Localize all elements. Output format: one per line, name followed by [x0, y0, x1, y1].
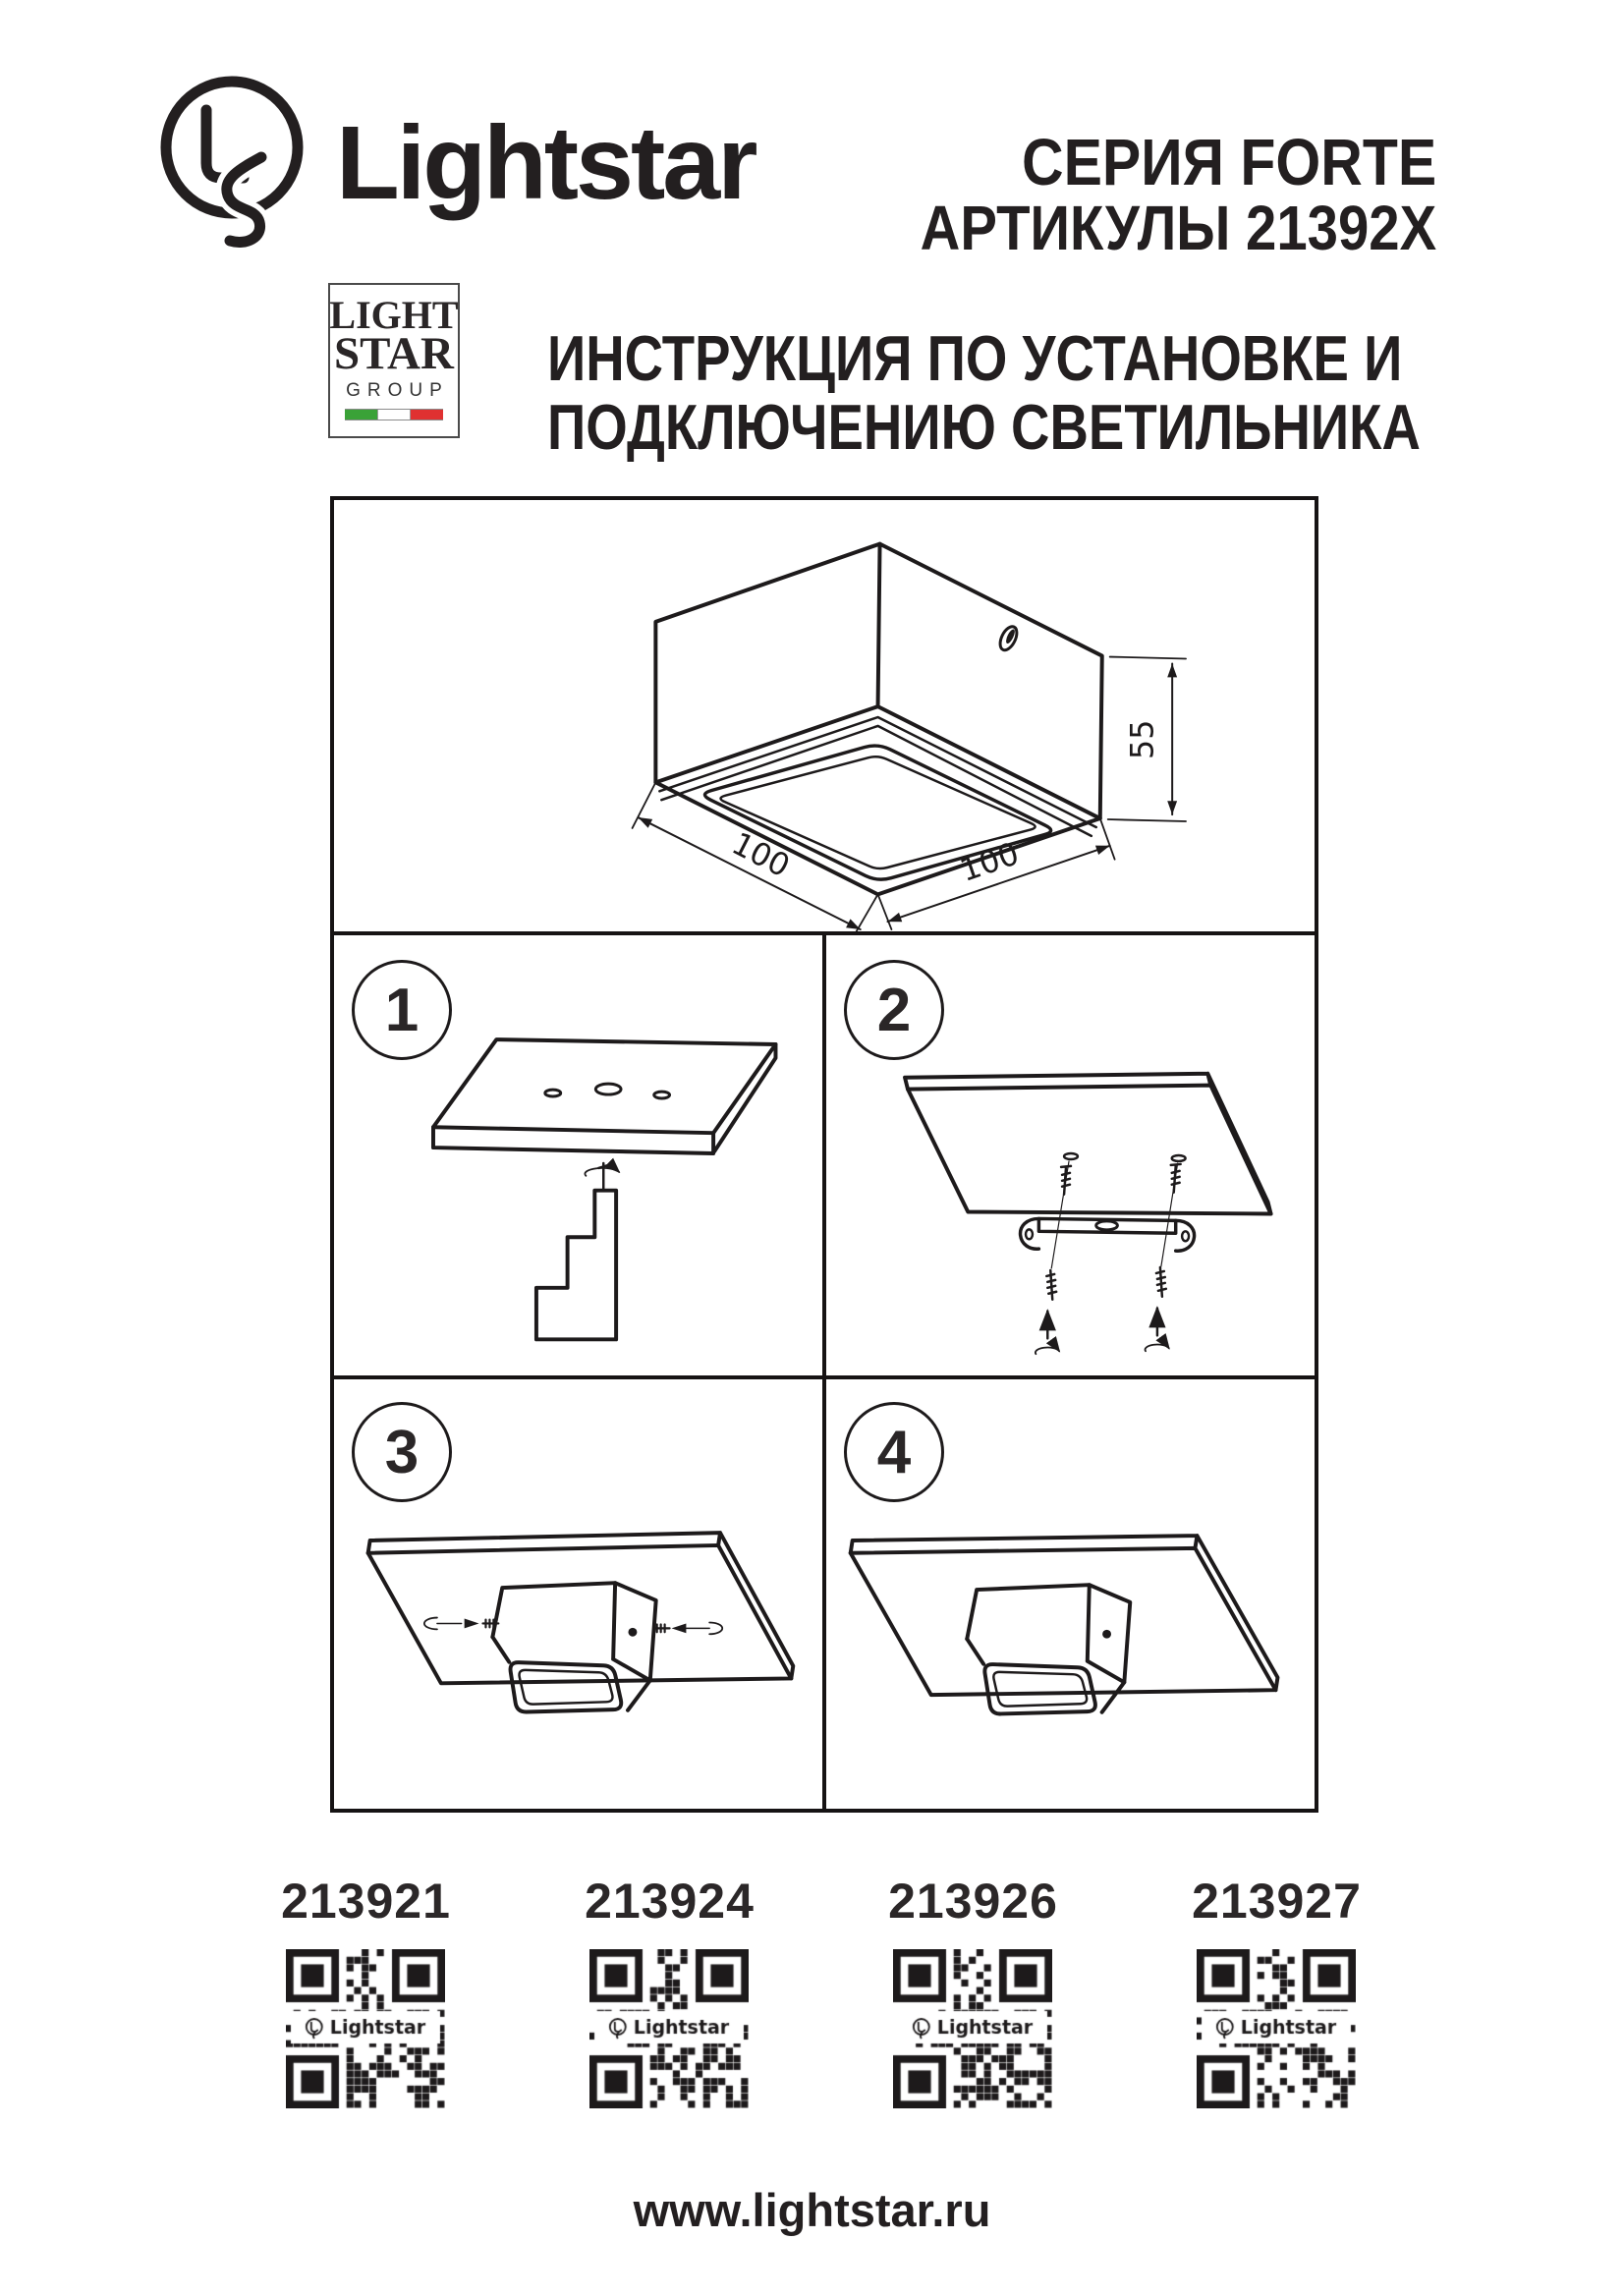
- page-title-line1: ИНСТРУКЦИЯ ПО УСТАНОВКЕ И: [547, 322, 1403, 394]
- page-title: [547, 324, 1421, 462]
- step-4-number: 4: [876, 1418, 912, 1486]
- group-logo-word2: STAR: [334, 328, 454, 380]
- step-1-badge: [352, 960, 452, 1060]
- lightstar-bulb-icon: [143, 55, 325, 301]
- series-block: [920, 126, 1436, 264]
- italy-flag-bar: [345, 409, 443, 420]
- lightstar-group-logo: [328, 283, 460, 438]
- qr-code: [286, 1949, 445, 2108]
- dim-width-label: 100: [955, 836, 1024, 889]
- article-number: 213927: [1192, 1874, 1362, 1929]
- step-2-badge: [844, 960, 944, 1060]
- qr-code: [589, 1949, 749, 2108]
- dim-depth-label: 100: [725, 825, 796, 885]
- brand-wordmark: Lightstar: [336, 105, 756, 221]
- article-number: 213926: [888, 1874, 1058, 1929]
- step-4-badge: [844, 1402, 944, 1502]
- article-number: 213924: [585, 1874, 755, 1929]
- diagram-grid: [330, 496, 1318, 1813]
- articles-title: АРТИКУЛЫ 21392X: [920, 193, 1436, 264]
- series-title: СЕРИЯ FORTE: [1021, 126, 1436, 199]
- step-3-badge: [352, 1402, 452, 1502]
- qr-code: [893, 1949, 1052, 2108]
- step-3-number: 3: [384, 1418, 420, 1486]
- step-2-number: 2: [876, 976, 912, 1044]
- lamp-dimension-drawing: [334, 500, 1315, 931]
- page-title-line2: ПОДКЛЮЧЕНИЮ СВЕТИЛЬНИКА: [547, 391, 1421, 463]
- website-url: www.lightstar.ru: [633, 2184, 991, 2236]
- step-1-number: 1: [384, 976, 420, 1044]
- qr-code: [1197, 1949, 1356, 2108]
- dim-height-label: 55: [1125, 719, 1161, 759]
- group-logo-word3: GROUP: [346, 379, 449, 401]
- article-number: 213921: [281, 1874, 451, 1929]
- group-logo-word1: LIGHT: [329, 293, 459, 337]
